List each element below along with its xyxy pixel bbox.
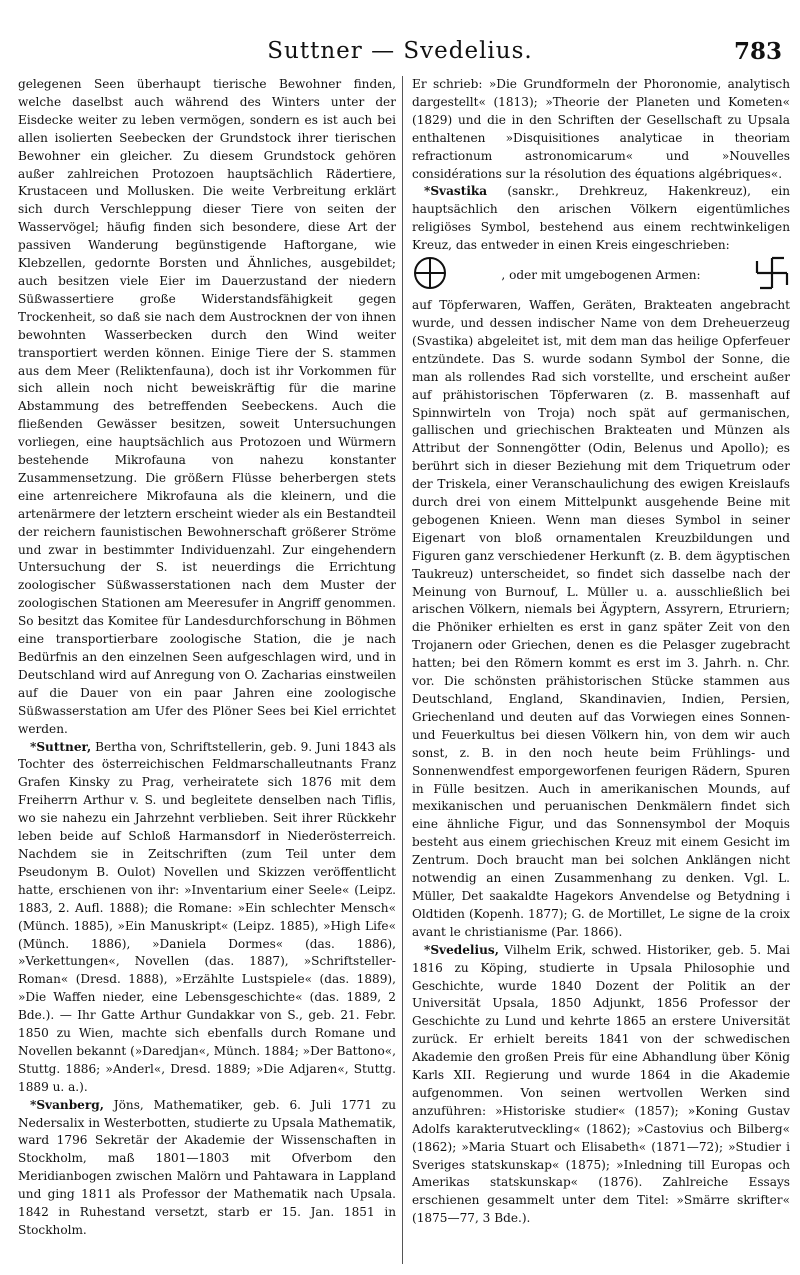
right-column	[412, 76, 790, 1266]
cross-in-circle-icon	[412, 255, 448, 297]
svanberg-continuation-text: Er schrieb: »Die Grundformeln der Phoronomie, analytisch dargestellt« (1813); »Theorie der Planeten und Kometen« (1829) und die in den Schriften der Gesellschaft zu Upsala enthaltenen »Disquisitiones analyticae in theoriam refractionum astronomicarum« und »Nouvelles considérations sur la résolution des équations algébriques«.	[412, 77, 790, 181]
symbol-separator-text: , oder mit umgebogenen Armen:	[501, 268, 701, 283]
continuation-text: gelegenen Seen überhaupt tierische Bewohner finden, welche daselbst auch während des Winters unter der Eisdecke weiter zu leben vermögen, sondern es ist auch bei allen isolierten Seebecken der Grundstock ihrer tierischen Bewohner ein gleicher. Zu diesem Grundstock gehören außer zahlreichen Protozoen hauptsächlich Rädertiere, Krustaceen und Mollusken. Die weite Verbreitung erklärt sich durch Verschleppung dieser Tiere von seiten der Wasservögel; häufig finden sich besondere, diese Art der passiven Wanderung begünstigende Haftorgane, wie Klebzellen, gedornte Borsten und Ähnliches, ausgebildet; auch besitzen viele Eier im Dauerzustand der niedern Süßwassertiere große Widerstandsfähigkeit gegen Trockenheit, so daß sie nach dem Austrocknen der von ihnen bewohnten Wasserbecken durch den Wind weiter transportiert werden können. Einige Tiere der S. stammen aus dem Meer (Reliktenfauna), doch ist ihr Vorkommen für sich allein noch nicht beweiskräftig für die marine Abstammung des betreffenden Seebeckens. Auch die fließenden Gewässer besitzen, soweit Untersuchungen vorliegen, eine hauptsächlich aus Protozoen und Würmern bestehende Mikrofauna von nahezu konstanter Zusammensetzung. Die größern Flüsse beherbergen stets eine artenreichere Mikrofauna als die kleinern, und die artenärmere der letztern erscheint wieder als ein Bestandteil der reichern faunistischen Bewohnerschaft größerer Ströme und zwar in bestimmter Individuenzahl. Zur eingehendern Untersuchung der S. ist neuerdings die Errichtung zoologischer Süßwasserstationen nach dem Muster der zoologischen Stationen am Meeresufer in Angriff genommen. So besitzt das Komitee für Landesdurchforschung in Böhmen eine transportierbare zoologische Station, die je nach Bedürfnis an den einzelnen Seen aufgeschlagen wird, und in Deutschland wird auf Anregung von O. Zacharias einstweilen auf die Dauer von ein paar Jahren eine zoologische Süßwasserstation am Ufer des Plöner Sees bei Kiel errichtet werden.	[18, 77, 396, 736]
entry-text-svedelius: Vilhelm Erik, schwed. Historiker, geb. 5. Mai 1816 zu Köping, studierte in Upsala Philosophie und Geschichte, wurde 1840 Dozent der Politik an der Universität Upsala, 1850 Adjunkt, 1856 Professor der Geschichte zu Lund und kehrte 1865 an erstere Universität zurück. Er erhielt bereits 1841 von der schwedischen Akademie den großen Preis für eine Abhandlung über König Karls XII. Regierung und wurde 1864 in die Akademie aufgenommen. Von seinen wertvollen Werken sind anzuführen: »Historiske studier« (1857); »Koning Gustav Adolfs karakterutveckling« (1862); »Castovius och Bilberg« (1862); »Maria Stuart och Elisabeth« (1871—72); »Studier i Sveriges statskunskap« (1875); »Inledning till Europas och Amerikas statskunskap« (1876). Zahlreiche Essays erschienen gesammelt unter dem Titel: »Smärre skrifter« (1875—77, 3 Bde.).	[412, 942, 790, 1226]
entry-text-svastika-post: auf Töpferwaren, Waffen, Geräten, Brakteaten angebracht wurde, und dessen indischer Name von dem Dreheuerzeug (Svastika) abgeleitet ist, mit dem man das heilige Opferfeuer entzündete. Das S. wurde sodann Symbol der Sonne, die man als rollendes Rad sich vorstellte, und erscheint außer auf prähistorischen Töpferwaren (z. B. massenhaft auf Spinnwirteln von Troja) noch spät auf germanischen, gallischen und griechischen Brakteaten und Münzen als Attribut der Sonnengötter (Odin, Belenus und Apollo); es berührt sich in dieser Beziehung mit dem Triquetrum oder der Triskela, einer Veranschaulichung des ewigen Kreislaufs durch drei von einem Mittelpunkt ausgehende Beine mit gebogenen Knieen. Wenn man dieses Symbol in seiner Eigenart von bloß ornamentalen Kreuzbildungen und Figuren ganz verschiedener Herkunft (z. B. dem ägyptischen Taukreuz) unterscheidet, so findet sich dasselbe nach der Meinung von Burnouf, L. Müller u. a. ausschließlich bei arischen Völkern, niemals bei Ägyptern, Assyrern, Etruriern; die Phöniker erhielten es erst in ganz später Zeit von den Trojanern oder Griechen, denen es die Pelasger zugebracht hatten; bei den Römern kommt es erst im 3. Jahrh. n. Chr. vor. Die schönsten prähistorischen Stücke stammen aus Deutschland, England, Skandinavien, Indien, Persien, Griechenland und deuten auf das Vorwiegen eines Sonnen- und Feuerkultus bei diesen Völkern hin, von dem wir auch sonst, z. B. in den noch heute beim Frühlings- und Sonnenwendfest emporgeworfenen feurigen Rädern, Spuren in Fülle besitzen. Auch in amerikanischen Mounds, auf mexikanischen und peruanischen Denkmälern findet sich eine ähnliche Figur, und das Sonnensymbol der Moquis besteht aus einem griechischen Kreuz mit einem Gesicht im Zentrum. Doch braucht man bei solchen Anklängen nicht notwendig an einen Zusammenhang zu denken. Vgl. L. Müller, Det saakaldte Hagekors Anvendelse og Betydning i Oldtiden (Kopenh. 1877); G. de Mortillet, Le signe de la croix avant le christianisme (Par. 1866).	[412, 298, 790, 939]
column-divider	[402, 76, 403, 1264]
entry-svedelius	[412, 942, 790, 1229]
entry-svastika-body	[412, 297, 790, 942]
headword-suttner: *Suttner,	[30, 739, 92, 754]
headword-svanberg: *Svanberg,	[30, 1097, 104, 1112]
left-column	[18, 76, 396, 1266]
headword-svastika: *Svastika	[424, 184, 488, 199]
svastika-symbol-line	[412, 256, 790, 296]
headword-svedelius: *Svedelius,	[424, 942, 499, 957]
svastika-icon	[754, 255, 790, 297]
page-number: 783	[733, 38, 782, 65]
entry-text-svanberg: Jöns, Mathematiker, geb. 6. Juli 1771 zu Nedersalix in Westerbotten, studierte zu Upsala Mathematik, ward 1796 Sekretär der Akademie der Wissenschaften in Stockholm, maß 1801—1803 mit Ofverbom den Meridianbogen zwischen Malörn und Pahtawara in Lappland und ging 1811 als Professor der Mathematik nach Upsala. 1842 in Ruhestand versetzt, starb er 15. Jan. 1851 in Stockholm.	[18, 1097, 396, 1237]
svanberg-continuation	[412, 76, 790, 183]
entry-svastika	[412, 183, 790, 255]
entry-svanberg	[18, 1097, 396, 1240]
article-continuation	[18, 76, 396, 739]
running-title: Suttner — Svedelius.	[267, 38, 533, 64]
entry-suttner	[18, 739, 396, 1097]
entry-text-suttner: Bertha von, Schriftstellerin, geb. 9. Juni 1843 als Tochter des österreichischen Feldmarschalleutnants Franz Grafen Kinsky zu Prag, verheiratete sich 1876 mit dem Freiherrn Arthur v. S. und begleitete denselben nach Tiflis, wo sie nahezu ein Jahrzehnt verblieben. Seit ihrer Rückkehr leben beide auf Schloß Harmansdorf in Niederösterreich. Nachdem sie in Zeitschriften (zum Teil unter dem Pseudonym B. Oulot) Novellen und Skizzen veröffentlicht hatte, erschienen von ihr: »Inventarium einer Seele« (Leipz. 1883, 2. Aufl. 1888); die Romane: »Ein schlechter Mensch« (Münch. 1885), »Ein Manuskript« (Leipz. 1885), »High Life« (Münch. 1886), »Daniela Dormes« (das. 1886), »Verkettungen«, Novellen (das. 1887), »Schriftsteller-Roman« (Dresd. 1888), »Erzählte Lustspiele« (das. 1889), »Die Waffen nieder, eine Lebensgeschichte« (das. 1889, 2 Bde.). — Ihr Gatte Arthur Gundakkar von S., geb. 21. Febr. 1850 zu Wien, machte sich ebenfalls durch Romane und Novellen bekannt (»Daredjan«, Münch. 1884; »Der Battono«, Stuttg. 1886; »Anderl«, Dresd. 1889; »Die Adjaren«, Stuttg. 1889 u. a.).	[18, 739, 396, 1094]
running-header	[0, 38, 800, 68]
entry-text-svastika-pre: (sanskr., Drehkreuz, Hakenkreuz), ein hauptsächlich den arischen Völkern eigentümliches religiöses Symbol, bestehend aus einem rechtwinkeligen Kreuz, das entweder in einen Kreis eingeschrieben:	[412, 184, 790, 253]
